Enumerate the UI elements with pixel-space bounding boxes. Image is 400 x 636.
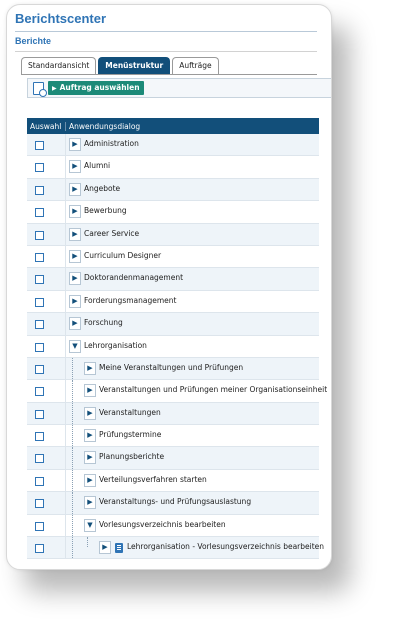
row-select-checkbox[interactable] [35,320,44,329]
tree-connector [72,403,73,424]
section-title: Berichte [15,36,52,46]
expand-chevron-icon[interactable]: ▶ [84,429,96,442]
dialog-name-cell [65,470,319,491]
dialog-name-cell [65,380,328,401]
dialog-name-cell [65,336,319,357]
tab-menuestruktur[interactable]: Menüstruktur [98,57,170,75]
tree-connector [72,358,73,379]
tree-connector [72,492,73,513]
expand-chevron-icon[interactable]: ▶ [69,205,81,218]
row-select-checkbox[interactable] [35,387,44,396]
table-row[interactable] [27,537,325,559]
expand-chevron-icon[interactable]: ▶ [69,138,81,151]
section-divider [15,51,317,52]
row-select-checkbox[interactable] [35,522,44,531]
table-body [27,134,328,559]
table-row[interactable] [27,515,319,537]
table-row[interactable] [27,403,319,425]
row-select-checkbox[interactable] [35,343,44,352]
dialog-label[interactable]: Planungsberichte [99,452,165,462]
table-row[interactable] [27,134,319,156]
report-icon [115,543,123,553]
dialog-label[interactable]: Verteilungsverfahren starten [99,474,207,484]
dialog-label[interactable]: Bewerbung [84,206,127,216]
dialog-name-cell [65,403,319,424]
tree-connector [72,515,73,536]
expand-chevron-icon[interactable]: ▶ [69,160,81,173]
table-row[interactable] [27,156,319,178]
column-header-select: Auswahl [30,121,62,131]
dialog-name-cell [65,515,319,536]
dialog-label[interactable]: Veranstaltungen und Prüfungen meiner Organisationseinheit [99,385,328,395]
dialog-name-cell [65,156,319,177]
dialog-label[interactable]: Forschung [84,318,123,328]
table-row[interactable] [27,201,319,223]
expand-chevron-icon[interactable]: ▶ [84,496,96,509]
dialog-name-cell [65,291,319,312]
dialog-name-cell [65,134,319,155]
dialog-name-cell [65,201,319,222]
tabs-divider [21,74,317,75]
table-row[interactable] [27,470,319,492]
expand-chevron-icon[interactable]: ▶ [84,451,96,464]
dialog-label[interactable]: Prüfungstermine [99,430,162,440]
row-select-checkbox[interactable] [35,186,44,195]
table-row[interactable] [27,380,328,402]
tab-standardansicht[interactable]: Standardansicht [21,57,96,75]
row-select-checkbox[interactable] [35,141,44,150]
play-icon: ▶ [52,85,57,92]
expand-chevron-icon[interactable]: ▶ [69,183,81,196]
row-select-checkbox[interactable] [35,275,44,284]
tree-connector [72,447,73,468]
tree-connector [72,470,73,491]
dialog-name-cell [65,246,319,267]
table-row[interactable] [27,425,319,447]
dialog-name-cell [65,447,319,468]
tree-connector [87,537,88,547]
table-row[interactable] [27,268,319,290]
dialog-name-cell [65,492,319,513]
dialog-name-cell [65,313,319,334]
column-header-dialog: Anwendungsdialog [65,122,319,131]
table-row[interactable] [27,336,319,358]
dialog-label[interactable]: Administration [84,139,139,148]
table-row[interactable] [27,179,319,201]
dialog-label[interactable]: Forderungsmanagement [84,295,177,305]
expand-chevron-icon[interactable]: ▶ [69,228,81,241]
dialog-label[interactable]: Vorlesungsverzeichnis bearbeiten [99,519,226,529]
dialog-label[interactable]: Alumni [84,161,111,171]
tab-bar [21,57,219,75]
table-row[interactable] [27,313,319,335]
expand-chevron-icon[interactable]: ▶ [69,295,81,308]
row-select-checkbox[interactable] [35,499,44,508]
row-select-checkbox[interactable] [35,410,44,419]
row-select-checkbox[interactable] [35,253,44,262]
select-job-label: Auftrag auswählen [59,83,140,92]
dialog-label[interactable]: Lehrorganisation [84,340,147,350]
select-job-button[interactable] [48,81,144,95]
expand-chevron-icon[interactable]: ▶ [69,272,81,285]
table-header [27,118,319,134]
report-center-panel [6,4,332,570]
row-select-checkbox[interactable] [35,208,44,217]
row-select-checkbox[interactable] [35,477,44,486]
dialog-name-cell [65,224,319,245]
collapse-chevron-icon[interactable]: ▼ [84,519,96,532]
title-divider [15,31,317,32]
expand-chevron-icon[interactable]: ▶ [84,362,96,375]
row-select-checkbox[interactable] [35,231,44,240]
row-select-checkbox[interactable] [35,298,44,307]
dialog-name-cell [65,537,325,558]
dialog-name-cell [65,179,319,200]
table-row[interactable] [27,447,319,469]
expand-chevron-icon[interactable]: ▶ [69,317,81,330]
dialog-name-cell [65,268,319,289]
row-select-checkbox[interactable] [35,544,44,553]
dialog-label[interactable]: Angebote [84,183,121,193]
page-title: Berichtscenter [15,11,107,26]
row-select-checkbox[interactable] [35,163,44,172]
dialog-label[interactable]: Veranstaltungs- und Prüfungsauslastung [99,497,252,507]
table-row[interactable] [27,492,319,514]
dialog-label[interactable]: Meine Veranstaltungen und Prüfungen [99,362,244,372]
tree-connector [72,425,73,446]
expand-chevron-icon[interactable]: ▶ [99,541,111,554]
expand-chevron-icon[interactable]: ▶ [84,407,96,420]
table-row[interactable] [27,358,319,380]
row-select-checkbox[interactable] [35,432,44,441]
tree-connector [72,537,73,558]
expand-chevron-icon[interactable]: ▶ [84,384,96,397]
document-search-icon[interactable] [33,82,44,95]
table-row[interactable] [27,246,319,268]
expand-chevron-icon[interactable]: ▶ [69,250,81,263]
dialog-name-cell [65,425,319,446]
row-select-checkbox[interactable] [35,365,44,374]
tree-connector [72,380,73,401]
dialog-name-cell [65,358,319,379]
dialog-tree-table [27,118,328,559]
table-row[interactable] [27,224,319,246]
action-toolbar [27,78,332,98]
tab-auftraege[interactable]: Aufträge [172,57,218,75]
expand-chevron-icon[interactable]: ▶ [84,474,96,487]
dialog-label[interactable]: Veranstaltungen [99,407,161,417]
dialog-label[interactable]: Curriculum Designer [84,250,162,260]
row-select-checkbox[interactable] [35,454,44,463]
collapse-chevron-icon[interactable]: ▼ [69,340,81,353]
dialog-label[interactable]: Lehrorganisation - Vorlesungsverzeichnis bearbeiten [127,542,325,552]
dialog-label[interactable]: Career Service [84,228,140,238]
table-row[interactable] [27,291,319,313]
dialog-label[interactable]: Doktorandenmanagement [84,273,184,283]
